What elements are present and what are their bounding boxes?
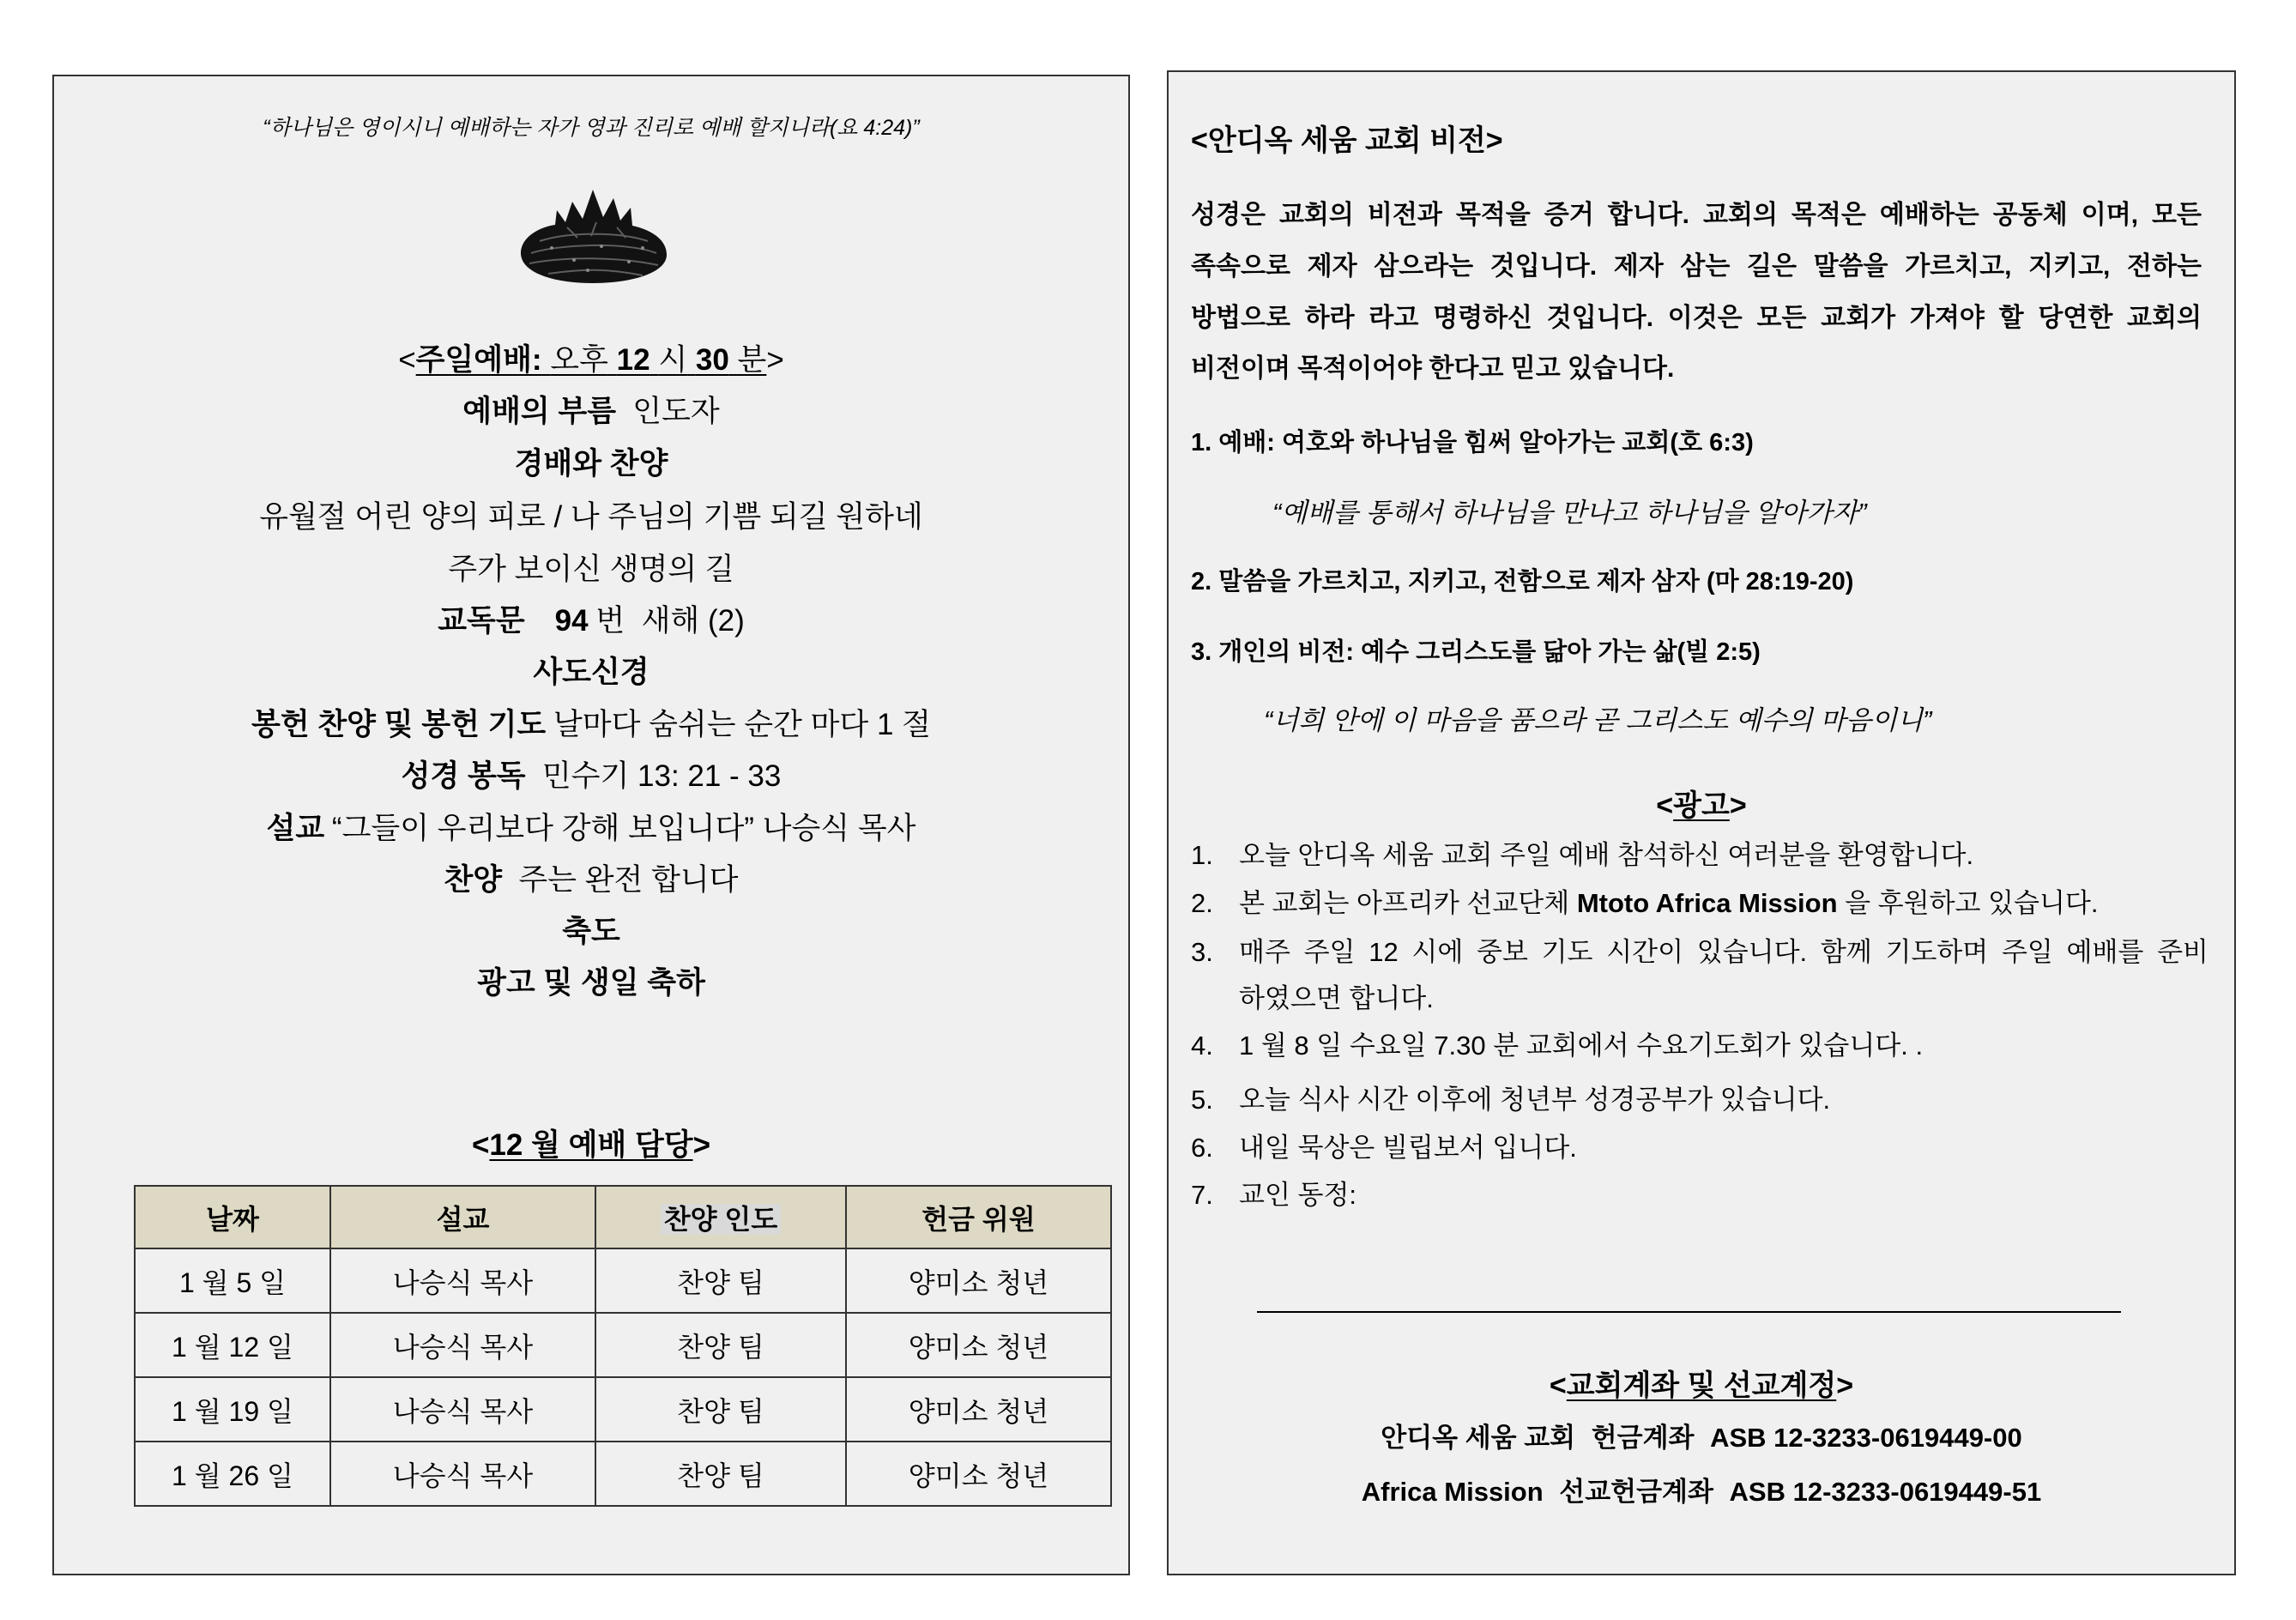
worship-item-detail: 번 새해 (2) bbox=[595, 604, 745, 638]
worship-item-detail: 민수기 13: 21 - 33 bbox=[541, 759, 782, 793]
worship-item-hymn bbox=[54, 855, 1128, 906]
worship-item-label: 봉헌 찬양 및 봉헌 기도 bbox=[251, 708, 547, 741]
item-number: 4. bbox=[1191, 1031, 1213, 1061]
item-number: 2. bbox=[1191, 888, 1213, 918]
item-text: 교인 동정: bbox=[1239, 1180, 1357, 1210]
worship-item-detail: 날마다 숨쉬는 순간 마다 1 절 bbox=[553, 708, 931, 741]
sermon-cell: 나승식 목사 bbox=[330, 1248, 595, 1313]
sermon-cell: 나승식 목사 bbox=[330, 1442, 595, 1506]
vision-quote: “너희 안에 이 마음을 품으라 곧 그리스도 예수의 마음이니” bbox=[1264, 705, 1932, 735]
worship-item-label: 성경 봉독 bbox=[401, 759, 526, 793]
announcement-item bbox=[1191, 1129, 1577, 1167]
worship-item-announcements bbox=[54, 958, 1128, 1009]
item-text: 매주 주일 12 시에 중보 기도 시간이 있습니다. 함께 기도하며 주일 예배를 준비 bbox=[1239, 937, 2208, 967]
item-text: 오늘 식사 시간 이후에 청년부 성경공부가 있습니다. bbox=[1239, 1085, 1831, 1115]
mission-account-line bbox=[1169, 1473, 2234, 1511]
heading-close-bracket: > bbox=[766, 343, 784, 377]
service-minute: 30 bbox=[695, 343, 729, 377]
worship-item-apostles-creed bbox=[54, 647, 1128, 698]
worship-song-2 bbox=[54, 544, 1128, 595]
announcement-item bbox=[1191, 1176, 1356, 1214]
worship-item-label: 사도신경 bbox=[533, 656, 650, 689]
worship-leader-cell: 찬양 팀 bbox=[595, 1377, 846, 1442]
order-of-service-panel bbox=[52, 75, 1130, 1575]
heading-open-bracket: < bbox=[1656, 789, 1674, 822]
worship-item-sermon bbox=[54, 803, 1128, 855]
account-holder: Africa Mission bbox=[1361, 1477, 1544, 1507]
service-time bbox=[416, 343, 767, 377]
worship-item-detail: 주는 완전 합니다 bbox=[518, 863, 739, 897]
account-type: 선교헌금계좌 bbox=[1559, 1477, 1713, 1507]
offering-cell: 양미소 청년 bbox=[846, 1377, 1111, 1442]
announcement-item bbox=[1191, 885, 2098, 922]
item-text: 을 후원하고 있습니다. bbox=[1837, 888, 2099, 918]
schedule-title: 12 월 예배 담당 bbox=[489, 1128, 693, 1162]
column-header-sermon: 설교 bbox=[330, 1186, 595, 1248]
announcement-item bbox=[1191, 1081, 1830, 1119]
vision-quote: “예배를 통해서 하나님을 만나고 하나님을 알아가자” bbox=[1272, 498, 1867, 528]
worship-item-number: 94 bbox=[554, 604, 589, 638]
item-text: 오늘 안디옥 세움 교회 주일 예배 참석하신 여러분을 환영합니다. bbox=[1239, 840, 1974, 870]
account-type: 헌금계좌 bbox=[1591, 1423, 1695, 1453]
worship-item-detail: 주가 보이신 생명의 길 bbox=[448, 553, 734, 586]
worship-item-call-to-worship bbox=[54, 386, 1128, 438]
vision-paragraph-line: 방법으로 하라 라고 명령하신 것입니다. 이것은 모든 교회가 가져야 할 당연한 교회의 bbox=[1191, 304, 2202, 332]
column-header-label: 찬양 인도 bbox=[661, 1204, 782, 1235]
divider bbox=[1257, 1311, 2121, 1313]
worship-item-label: 경배와 찬양 bbox=[514, 447, 668, 481]
worship-item-label: 찬양 bbox=[444, 863, 503, 897]
announcements-heading bbox=[1169, 784, 2234, 827]
accounts-heading bbox=[1169, 1364, 2234, 1407]
schedule-heading bbox=[54, 1120, 1128, 1171]
heading-close-bracket: > bbox=[692, 1128, 711, 1162]
worship-item-praise bbox=[54, 438, 1128, 490]
worship-item-scripture-reading bbox=[54, 751, 1128, 802]
date-cell: 1 월 19 일 bbox=[135, 1377, 330, 1442]
table-row bbox=[135, 1313, 1111, 1377]
column-header-date: 날짜 bbox=[135, 1186, 330, 1248]
service-hour-unit: 시 bbox=[658, 343, 688, 377]
announcement-item bbox=[1191, 837, 1973, 874]
table-row bbox=[135, 1442, 1111, 1506]
column-header-offering: 헌금 위원 bbox=[846, 1186, 1111, 1248]
worship-item-label: 광고 및 생일 축하 bbox=[477, 966, 705, 1000]
heading-open-bracket: < bbox=[398, 343, 416, 377]
announcement-item bbox=[1191, 934, 2208, 971]
item-number: 5. bbox=[1191, 1085, 1213, 1115]
offering-cell: 양미소 청년 bbox=[846, 1313, 1111, 1377]
schedule-table bbox=[134, 1185, 1112, 1507]
heading-open-bracket: < bbox=[471, 1128, 490, 1162]
item-text: 내일 묵상은 빌립보서 입니다. bbox=[1239, 1133, 1577, 1163]
accounts-title: 교회계좌 및 선교계정 bbox=[1566, 1369, 1837, 1402]
vision-point-worship: 1. 예배: 여호와 하나님을 힘써 알아가는 교회(호 6:3) bbox=[1191, 429, 1754, 456]
offering-cell: 양미소 청년 bbox=[846, 1442, 1111, 1506]
column-header-worship-leader bbox=[595, 1186, 846, 1248]
vision-paragraph-line: 비전이며 목적이어야 한다고 믿고 있습니다. bbox=[1191, 354, 1675, 383]
vision-point-personal: 3. 개인의 비전: 예수 그리스도를 닮아 가는 삶(빌 2:5) bbox=[1191, 638, 1761, 666]
service-ampm: 오후 bbox=[550, 343, 608, 377]
worship-leader-cell: 찬양 팀 bbox=[595, 1248, 846, 1313]
item-number: 7. bbox=[1191, 1180, 1213, 1210]
worship-item-detail: “그들이 우리보다 강해 보입니다” 나승식 목사 bbox=[331, 812, 916, 845]
item-number: 1. bbox=[1191, 840, 1213, 870]
worship-leader-cell: 찬양 팀 bbox=[595, 1442, 846, 1506]
worship-song-1 bbox=[54, 492, 1128, 543]
mission-name: Mtoto Africa Mission bbox=[1576, 888, 1838, 918]
worship-item-label: 예배의 부름 bbox=[462, 395, 617, 428]
heading-open-bracket: < bbox=[1549, 1369, 1567, 1402]
worship-item-label: 교독문 bbox=[438, 604, 525, 638]
church-account-line bbox=[1169, 1419, 2234, 1457]
worship-item-responsive-reading bbox=[54, 595, 1128, 647]
table-row bbox=[135, 1377, 1111, 1442]
vision-point-discipleship: 2. 말씀을 가르치고, 지키고, 전함으로 제자 삼자 (마 28:19-20) bbox=[1191, 568, 1854, 595]
sermon-cell: 나승식 목사 bbox=[330, 1377, 595, 1442]
vision-and-announcements-panel bbox=[1167, 70, 2236, 1575]
worship-item-label: 설교 bbox=[266, 812, 325, 845]
service-title: 주일예배: bbox=[415, 343, 542, 377]
service-minute-unit: 분 bbox=[737, 343, 767, 377]
item-number: 3. bbox=[1191, 937, 1213, 967]
announcement-item bbox=[1191, 1027, 1923, 1065]
service-hour: 12 bbox=[616, 343, 650, 377]
scripture-quote: “하나님은 영이시니 예배하는 자가 영과 진리로 예배 할지니라(요 4:24)” bbox=[263, 116, 920, 140]
vision-heading: <안디옥 세움 교회 비전> bbox=[1191, 124, 1503, 157]
heading-close-bracket: > bbox=[1836, 1369, 1854, 1402]
account-number: ASB 12-3233-0619449-00 bbox=[1710, 1423, 2022, 1453]
item-number: 6. bbox=[1191, 1133, 1213, 1163]
account-number: ASB 12-3233-0619449-51 bbox=[1729, 1477, 2042, 1507]
item-text: 본 교회는 아프리카 선교단체 bbox=[1239, 888, 1577, 918]
sermon-cell: 나승식 목사 bbox=[330, 1313, 595, 1377]
worship-item-label: 축도 bbox=[562, 915, 620, 948]
table-header-row bbox=[135, 1186, 1111, 1248]
item-text: 1 월 8 일 수요일 7.30 분 교회에서 수요기도회가 있습니다. . bbox=[1239, 1031, 1924, 1061]
worship-item-benediction bbox=[54, 906, 1128, 958]
worship-leader-cell: 찬양 팀 bbox=[595, 1313, 846, 1377]
offering-cell: 양미소 청년 bbox=[846, 1248, 1111, 1313]
date-cell: 1 월 5 일 bbox=[135, 1248, 330, 1313]
worship-item-detail: 인도자 bbox=[632, 395, 720, 428]
announcement-item-continuation bbox=[1239, 980, 1434, 1018]
crown-of-thorns-icon bbox=[514, 184, 673, 287]
worship-item-detail: 유월절 어린 양의 피로 / 나 주님의 기쁨 되길 원하네 bbox=[259, 500, 923, 534]
date-cell: 1 월 26 일 bbox=[135, 1442, 330, 1506]
vision-paragraph-line: 족속으로 제자 삼으라는 것입니다. 제자 삼는 길은 말씀을 가르치고, 지키고, 전하는 bbox=[1191, 252, 2202, 281]
table-row bbox=[135, 1248, 1111, 1313]
item-text: 하였으면 합니다. bbox=[1239, 983, 1434, 1013]
vision-paragraph-line: 성경은 교회의 비전과 목적을 증거 합니다. 교회의 목적은 예배하는 공동체 이며, 모든 bbox=[1191, 201, 2202, 229]
date-cell: 1 월 12 일 bbox=[135, 1313, 330, 1377]
worship-item-offering bbox=[54, 699, 1128, 751]
announcements-title: 광고 bbox=[1673, 789, 1730, 822]
account-holder: 안디옥 세움 교회 bbox=[1381, 1423, 1576, 1453]
service-time-heading bbox=[54, 335, 1128, 386]
heading-close-bracket: > bbox=[1729, 789, 1747, 822]
